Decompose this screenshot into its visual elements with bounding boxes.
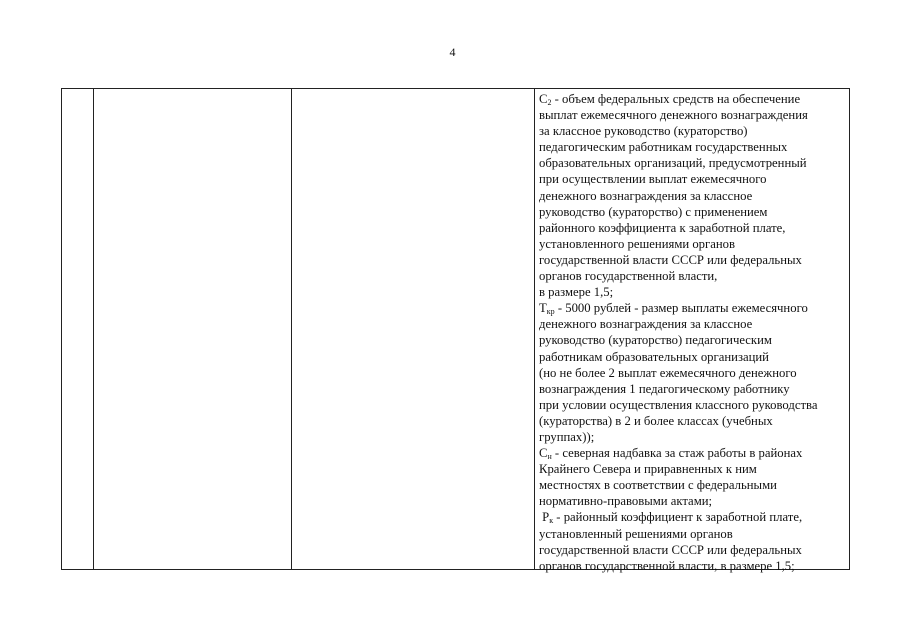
definition-rk-first-line: $Р_к$ - районный коэффициент к заработной плате,	[539, 510, 803, 526]
text-line: районного коэффициента к заработной плате,	[539, 220, 786, 235]
text-line: органов государственной власти, в размере 1,5;	[539, 558, 795, 573]
text-line: при условии осуществления классного руководства	[539, 397, 818, 412]
text-line: государственной власти СССР или федеральных	[539, 252, 802, 267]
column-divider-3	[534, 89, 535, 569]
text-line: местностях в соответствии с федеральными	[539, 478, 777, 493]
symbol-cn: $C_н$	[539, 446, 552, 462]
symbol-tkr: $T_{кр}$	[539, 301, 555, 317]
text-line: при осуществлении выплат ежемесячного	[539, 172, 767, 187]
text-line: вознаграждения 1 педагогическому работнику	[539, 381, 790, 396]
text-line: педагогическим работникам государственных	[539, 140, 788, 155]
text-line: Крайнего Севера и приравненных к ним	[539, 462, 757, 477]
column-divider-2	[291, 89, 292, 569]
text-line: (кураторства) в 2 и более классах (учебных	[539, 413, 773, 428]
text-line: группах));	[539, 429, 595, 444]
text-line: в размере 1,5;	[539, 285, 614, 300]
definition-cn-first-line: $C_н$ - северная надбавка за стаж работы в районах	[539, 446, 803, 462]
text-line: денежного вознаграждения за классное	[539, 188, 753, 203]
definition-tkr-first-line: $T_{кр} - 5000$ рублей - размер выплаты ежемесячного	[539, 301, 808, 317]
text-line: установленный решениями органов	[539, 526, 733, 541]
symbol-c2: $C_2$	[539, 92, 552, 107]
text-line: за классное руководство (кураторство)	[539, 124, 748, 139]
text-line: руководство (кураторство) с применением	[539, 204, 768, 219]
text-line: государственной власти СССР или федеральных	[539, 542, 802, 557]
text-line: установленного решениями органов	[539, 236, 735, 251]
symbol-rk: $Р_к$	[539, 510, 554, 526]
text-line: нормативно-правовыми актами;	[539, 494, 713, 509]
text-line: (но не более 2 выплат ежемесячного денежного	[539, 365, 797, 380]
definition-c2-first-line: $C_2$ - объем федеральных средств на обеспечение	[539, 92, 801, 107]
text-line: руководство (кураторство) педагогическим	[539, 333, 772, 348]
text-line: органов государственной власти,	[539, 269, 718, 284]
text-line: выплат ежемесячного денежного вознаграждения	[539, 108, 808, 123]
text-line: денежного вознаграждения за классное	[539, 317, 753, 332]
document-table	[61, 88, 850, 573]
column-divider-1	[93, 89, 94, 569]
text-line: образовательных организаций, предусмотренный	[539, 156, 807, 171]
definitions-cell	[539, 91, 849, 574]
text-line: работникам образовательных организаций	[539, 349, 769, 364]
page-number: 4	[449, 45, 456, 59]
